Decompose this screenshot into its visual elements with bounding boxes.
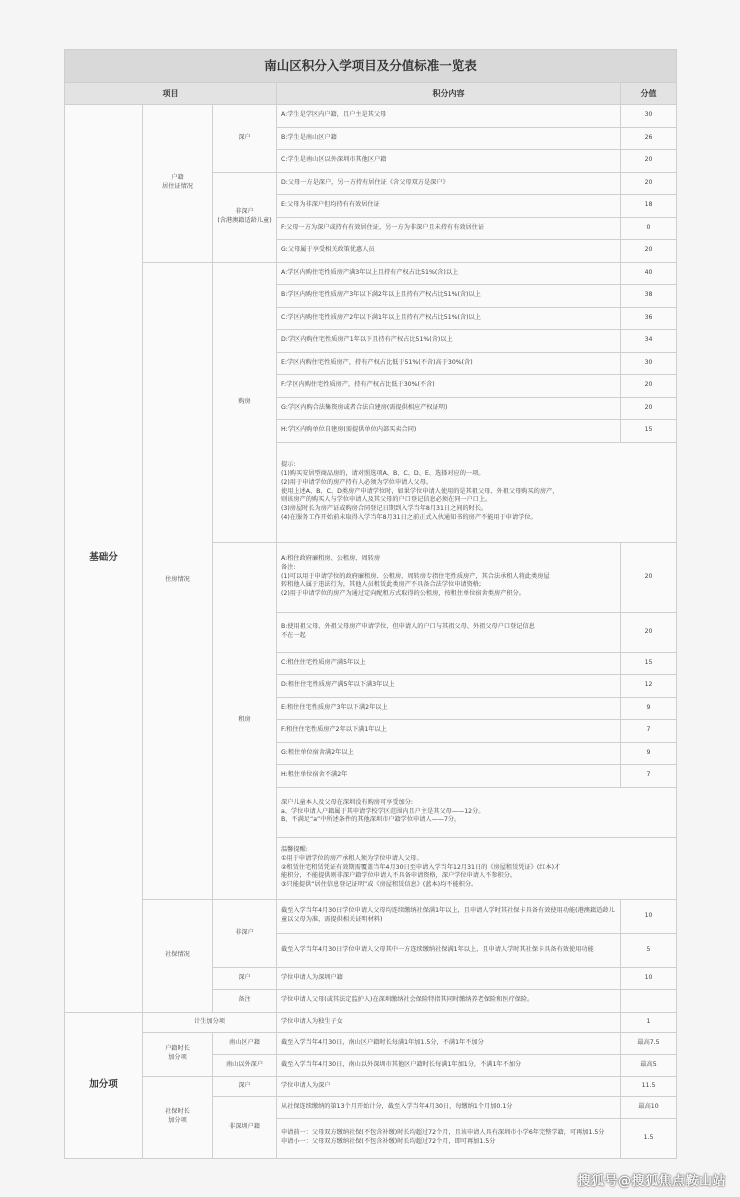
hukou-group-label: 户籍 居住证情况 xyxy=(143,105,213,263)
table-row xyxy=(65,262,677,285)
criteria-text: 截至入学当年4月30日学位申请人父母均连续缴纳社保满1年以上，且申请人学时其社保卡具备有效使用功能(港澳籍适龄儿童以父母为准，需提供相关证明材料) xyxy=(277,899,621,933)
score-value: 7 xyxy=(621,720,677,743)
note-line: 使用上述A、B、C、D类房产申请学位时，如果学位申请人使用的是其祖父母、外祖父母购买的房产， xyxy=(281,487,559,495)
table-row xyxy=(65,1076,677,1096)
score-value: 18 xyxy=(621,195,677,218)
note-line: 不在一起 xyxy=(281,632,306,639)
score-value: 10 xyxy=(621,899,677,933)
criteria-text: G:父母属于享受相关政策优惠人员 xyxy=(277,240,621,263)
note-line: ①用于申请学位的房产承租人须为学位申请人父母。 xyxy=(281,854,423,862)
criteria-text: C:学区内购住宅性质房产2年以下满1年以上且持有产权占比51%(含)以上 xyxy=(277,307,621,330)
score-value: 40 xyxy=(621,262,677,285)
note-line: 提示: xyxy=(281,460,296,468)
score-value: 10 xyxy=(621,967,677,990)
score-value: 5 xyxy=(621,933,677,967)
table-row xyxy=(65,1032,677,1054)
note-line: A:租住政府廉租房、公租房、周转房 xyxy=(281,554,381,562)
hukou-len-label: 户籍时长 加分项 xyxy=(143,1032,213,1076)
score-value: 7 xyxy=(621,765,677,788)
note-line: (3)房屋时长为房产证或购房合同登记日期到入学当年8月31日之间的时长。 xyxy=(281,505,488,513)
criteria-text: D:租住住宅性质房产满5年以下满3年以上 xyxy=(277,675,621,698)
social-sz-label: 深户 xyxy=(213,967,277,990)
score-value: 最高10 xyxy=(621,1096,677,1118)
score-value: 1 xyxy=(621,1012,677,1032)
rent-notes-1 xyxy=(277,787,677,837)
hukou-sz-label: 深户 xyxy=(213,105,277,173)
score-value: 30 xyxy=(621,352,677,375)
criteria-text: 截至入学当年4月30日学位申请人父母其中一方连续缴纳社保满1年以上，且申请人学时其社保卡具备有效使用功能 xyxy=(277,933,621,967)
score-value: 26 xyxy=(621,127,677,150)
social-group-label: 社保情况 xyxy=(143,899,213,1012)
criteria-text: F:学区内购住宅性质房产，持有产权占比低于30%(不含) xyxy=(277,375,621,398)
social-len-sz-label: 深户 xyxy=(213,1076,277,1096)
housing-rent-label: 租房 xyxy=(213,542,277,899)
criteria-text: A:学区内购住宅性质房产满3年以上且持有产权占比51%(含)以上 xyxy=(277,262,621,285)
score-value: 20 xyxy=(621,542,677,612)
score-table-sheet xyxy=(64,49,676,1159)
score-value: 9 xyxy=(621,697,677,720)
score-value: 11.5 xyxy=(621,1076,677,1096)
criteria-text: 学位申请人为深圳户籍 xyxy=(277,967,621,990)
hukou-len-sub: 南山区户籍 xyxy=(213,1032,277,1054)
score-value xyxy=(621,990,677,1013)
criteria-text: D:学区内购住宅性质房产1年以下且持有产权占比51%(含)以上 xyxy=(277,330,621,353)
criteria-text: 从社保连续缴纳的第13个月开始计分，截至入学当年4月30日，每缴纳1个月加0.1分 xyxy=(277,1096,621,1118)
score-value: 0 xyxy=(621,217,677,240)
remark-text: 学位申请人父母(或其法定监护人)在深圳缴纳社会保险特指其同时缴纳养老保险和医疗保险。 xyxy=(277,990,621,1013)
score-value: 1.5 xyxy=(621,1118,677,1158)
rent-a-text xyxy=(277,542,621,612)
score-table xyxy=(64,49,677,1159)
rent-b-text xyxy=(277,612,621,652)
criteria-text: F:父母一方为深户或持有有效居住证，另一方为非深户且未持有有效居住证 xyxy=(277,217,621,240)
note-line: 转租他人属于违法行为，其他人员租赁此类房产不具备合法学位申请资格; xyxy=(281,581,482,589)
criteria-text: B:学区内购住宅性质房产3年以下满2年以上且持有产权占比51%(含)以上 xyxy=(277,285,621,308)
score-value: 20 xyxy=(621,172,677,195)
score-value: 9 xyxy=(621,742,677,765)
header-score: 分值 xyxy=(621,83,677,105)
header-item: 项目 xyxy=(65,83,277,105)
basic-section-label: 基础分 xyxy=(65,105,143,1013)
note-line: 深户儿童本人及父母在深圳没有购房可享受加分: xyxy=(281,798,414,806)
hukou-nonsz-label: 非深户 (含港澳籍适龄儿童) xyxy=(213,172,277,262)
score-value: 20 xyxy=(621,612,677,652)
criteria-text: 申请前一：父母双方缴纳社保(不包含补缴)时长均超过72个月，且该申请人具有深圳市小学6年完整学籍，可再加1.5分 申请小一：父母双方缴纳社保(不包含补缴)时长均超过72个月，即可再加1.5分 xyxy=(277,1118,621,1158)
note-line: 则该房产的购买人与学位申请人及其父母的户口登记信息必须在同一户口上。 xyxy=(281,496,492,504)
social-len-label: 社保时长 加分项 xyxy=(143,1076,213,1158)
note-line: ②租赁住宅租赁凭证有效期需覆盖当年4月30日至申请入学当年12月31日的《房屋租赁凭证》(红本)才 xyxy=(281,863,561,871)
score-value: 最高5 xyxy=(621,1054,677,1076)
header-row xyxy=(65,83,677,105)
note-line: 能积分，不能提供则非深户籍学位申请人不具备申请资格，深户学位申请人不参积分。 xyxy=(281,872,517,880)
criteria-text: E:父母为非深户但均持有有效居住证 xyxy=(277,195,621,218)
score-value: 12 xyxy=(621,675,677,698)
table-row xyxy=(65,1012,677,1032)
criteria-text: C:学生是南山区以外深圳市其他区户籍 xyxy=(277,150,621,173)
plan-label: 计生加分项 xyxy=(143,1012,277,1032)
note-line: B、不满足“a”中所述条件的其他深圳市户籍学位申请人——7分。 xyxy=(281,816,461,824)
rent-notes-2 xyxy=(277,837,677,899)
criteria-text: 学位申请人为独生子女 xyxy=(277,1012,621,1032)
score-value: 20 xyxy=(621,397,677,420)
criteria-text: H:租住单位宿舍不满2年 xyxy=(277,765,621,788)
note-line: ③只能提供“居住信息登记证明”或《房屋租赁信息》(蓝本)均不能积分。 xyxy=(281,881,478,889)
criteria-text: 学位申请人为深户 xyxy=(277,1076,621,1096)
criteria-text: A:学生是学区内户籍，且户主是其父母 xyxy=(277,105,621,128)
score-value: 38 xyxy=(621,285,677,308)
note-line: (1)可以用于申请学位的政府廉租房、公租房、周转房专指住宅性质房产，其合法承租人将此类房屋 xyxy=(281,572,550,580)
table-row xyxy=(65,105,677,128)
note-line: (2)用于申请学位的房产持有人必须为学位申请人父母。 xyxy=(281,478,433,486)
table-row xyxy=(65,899,677,933)
social-len-nonsz-label: 非深圳户籍 xyxy=(213,1096,277,1158)
note-line: (2)用于申请学位的房产为通过定向配租方式取得的公租房，按租住单位宿舍类房产积分。 xyxy=(281,590,525,598)
criteria-text: C:租住住宅性质房产满5年以上 xyxy=(277,652,621,675)
criteria-text: H:学区内购单位自建房(需提供单位内部买卖合同) xyxy=(277,420,621,443)
score-value: 最高7.5 xyxy=(621,1032,677,1054)
score-value: 34 xyxy=(621,330,677,353)
criteria-text: E:学区内购住宅性质房产，持有产权占比低于51%(不含)高于30%(含) xyxy=(277,352,621,375)
criteria-text: G:租住单位宿舍满2年以上 xyxy=(277,742,621,765)
buy-notes xyxy=(277,442,677,542)
criteria-text: B:学生是南山区户籍 xyxy=(277,127,621,150)
bonus-section-label: 加分项 xyxy=(65,1012,143,1158)
note-line: B:使用祖父母、外祖父母房产申请学位，但申请人的户口与其祖父母、外祖父母户口登记信息 xyxy=(281,623,535,631)
housing-group-label: 住房情况 xyxy=(143,262,213,899)
criteria-text: D:父母一方是深户，另一方持有居住证《含父母双方是深户》 xyxy=(277,172,621,195)
score-value: 20 xyxy=(621,150,677,173)
criteria-text: 截至入学当年4月30日，南山区户籍时长每满1年加1.5分，不满1年不加分 xyxy=(277,1032,621,1054)
score-value: 20 xyxy=(621,375,677,398)
score-value: 30 xyxy=(621,105,677,128)
score-value: 36 xyxy=(621,307,677,330)
note-line: 备注: xyxy=(281,563,296,571)
watermark-text: 搜狐号@搜狐焦点鞍山站 xyxy=(577,1174,726,1189)
note-line: a、学位申请人户籍属于其申请学校学区范围内且户主是其父母——12分。 xyxy=(281,807,485,815)
header-content: 积分内容 xyxy=(277,83,621,105)
criteria-text: E:租住住宅性质房产3年以下满2年以上 xyxy=(277,697,621,720)
social-remark-label: 备注 xyxy=(213,990,277,1013)
note-line: (1)购买安居型商品房的，请对照选项A、B、C、D、E、选择对应的一项。 xyxy=(281,469,485,477)
hukou-len-sub: 南山以外深户 xyxy=(213,1054,277,1076)
score-value: 20 xyxy=(621,240,677,263)
note-line: (4)在服务工作开始前未取得入学当年8月31日之前正式入伙通知书的房产不能用于申请学位。 xyxy=(281,514,537,522)
note-line: 温馨提醒: xyxy=(281,845,308,853)
social-nonsz-label: 非深户 xyxy=(213,899,277,967)
page-title: 南山区积分入学项目及分值标准一览表 xyxy=(65,50,677,83)
criteria-text: G:学区内购合法集资房或者合法自建房(需提供相应产权证明) xyxy=(277,397,621,420)
score-value: 15 xyxy=(621,652,677,675)
score-value: 15 xyxy=(621,420,677,443)
criteria-text: F:租住住宅性质房产2年以下满1年以上 xyxy=(277,720,621,743)
criteria-text: 截至入学当年4月30日，南山以外深圳市其他区户籍时长每满1年加1分，不满1年不加分 xyxy=(277,1054,621,1076)
housing-buy-label: 购房 xyxy=(213,262,277,542)
title-row xyxy=(65,50,677,83)
